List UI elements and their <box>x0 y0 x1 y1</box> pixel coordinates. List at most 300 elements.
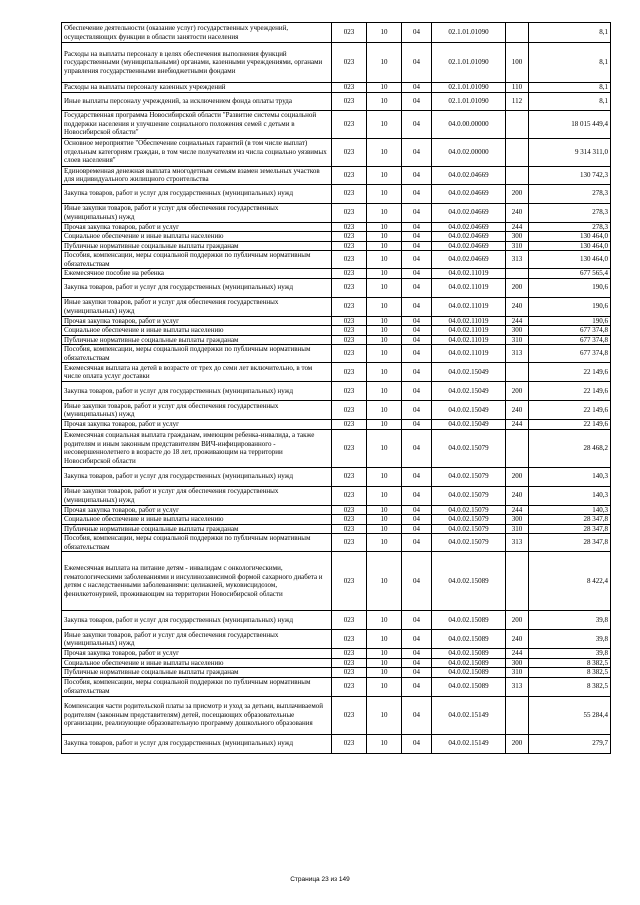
table-row <box>62 363 611 382</box>
row-name: Публичные нормативные социальные выплаты гражданам <box>62 524 332 534</box>
row-subsection-code: 04 <box>402 326 432 336</box>
row-subsection-code: 04 <box>402 23 432 43</box>
row-section-code: 10 <box>367 23 402 43</box>
row-subsection-code: 04 <box>402 696 432 734</box>
row-name: Социальное обеспечение и иные выплаты населению <box>62 326 332 336</box>
row-section-code: 10 <box>367 429 402 467</box>
row-grbs-code: 023 <box>332 534 367 552</box>
row-grbs-code: 023 <box>332 241 367 251</box>
row-name: Публичные нормативные социальные выплаты гражданам <box>62 668 332 678</box>
budget-table-body <box>62 23 611 754</box>
row-name: Иные закупки товаров, работ и услуг для обеспечения государственных (муниципальных) нужд <box>62 486 332 505</box>
row-expense-type-code: 110 <box>506 83 529 93</box>
row-name: Прочая закупка товаров, работ и услуг <box>62 649 332 659</box>
row-amount: 22 149,6 <box>529 401 611 420</box>
row-name: Прочая закупка товаров, работ и услуг <box>62 316 332 326</box>
row-section-code: 10 <box>367 649 402 659</box>
row-subsection-code: 04 <box>402 382 432 401</box>
row-subsection-code: 04 <box>402 297 432 316</box>
row-subsection-code: 04 <box>402 524 432 534</box>
row-grbs-code: 023 <box>332 696 367 734</box>
row-amount: 8 382,5 <box>529 677 611 696</box>
row-amount: 39,8 <box>529 649 611 659</box>
row-section-code: 10 <box>367 222 402 232</box>
table-row <box>62 166 611 184</box>
row-expense-type-code: 200 <box>506 734 529 753</box>
row-name: Закупка товаров, работ и услуг для государственных (муниципальных) нужд <box>62 611 332 630</box>
row-amount: 8 382,5 <box>529 658 611 668</box>
row-subsection-code: 04 <box>402 110 432 138</box>
row-section-code: 10 <box>367 534 402 552</box>
row-target-item-code: 04.0.02.15089 <box>432 677 506 696</box>
row-grbs-code: 023 <box>332 552 367 611</box>
row-subsection-code: 04 <box>402 203 432 222</box>
row-grbs-code: 023 <box>332 658 367 668</box>
row-target-item-code: 02.1.01.01090 <box>432 92 506 110</box>
row-expense-type-code: 300 <box>506 515 529 525</box>
row-amount: 190,6 <box>529 297 611 316</box>
row-section-code: 10 <box>367 203 402 222</box>
row-section-code: 10 <box>367 269 402 279</box>
row-expense-type-code: 310 <box>506 241 529 251</box>
row-grbs-code: 023 <box>332 278 367 297</box>
row-amount: 28 347,8 <box>529 524 611 534</box>
row-expense-type-code: 240 <box>506 486 529 505</box>
row-expense-type-code: 240 <box>506 401 529 420</box>
row-target-item-code: 04.0.00.00000 <box>432 110 506 138</box>
row-expense-type-code: 310 <box>506 668 529 678</box>
row-expense-type-code: 300 <box>506 658 529 668</box>
row-target-item-code: 04.0.02.15089 <box>432 668 506 678</box>
row-name: Закупка товаров, работ и услуг для государственных (муниципальных) нужд <box>62 734 332 753</box>
row-subsection-code: 04 <box>402 429 432 467</box>
row-target-item-code: 04.0.02.15089 <box>432 630 506 649</box>
row-name: Государственная программа Новосибирской области "Развитие системы социальной поддержки населения и улучшение социального положения семей с детьми в Новосибирской области" <box>62 110 332 138</box>
row-target-item-code: 04.0.02.04669 <box>432 203 506 222</box>
row-section-code: 10 <box>367 326 402 336</box>
row-grbs-code: 023 <box>332 420 367 430</box>
row-amount: 28 347,8 <box>529 534 611 552</box>
row-name: Компенсация части родительской платы за присмотр и уход за детьми, выплачиваемой родителям (законным представителям) детей, посещающих образовательные организации, реализующие образовательную программу дошкольного образования <box>62 696 332 734</box>
row-grbs-code: 023 <box>332 345 367 363</box>
table-row <box>62 382 611 401</box>
row-expense-type-code: 244 <box>506 505 529 515</box>
row-name: Иные закупки товаров, работ и услуг для обеспечения государственных (муниципальных) нужд <box>62 203 332 222</box>
row-section-code: 10 <box>367 166 402 184</box>
row-section-code: 10 <box>367 552 402 611</box>
row-subsection-code: 04 <box>402 552 432 611</box>
row-section-code: 10 <box>367 420 402 430</box>
row-target-item-code: 04.0.02.15089 <box>432 649 506 659</box>
row-grbs-code: 023 <box>332 335 367 345</box>
row-grbs-code: 023 <box>332 630 367 649</box>
row-amount: 28 347,8 <box>529 515 611 525</box>
row-subsection-code: 04 <box>402 534 432 552</box>
row-grbs-code: 023 <box>332 467 367 486</box>
table-row <box>62 630 611 649</box>
row-name: Иные закупки товаров, работ и услуг для обеспечения государственных (муниципальных) нужд <box>62 401 332 420</box>
row-grbs-code: 023 <box>332 203 367 222</box>
row-section-code: 10 <box>367 382 402 401</box>
row-name: Иные закупки товаров, работ и услуг для обеспечения государственных (муниципальных) нужд <box>62 297 332 316</box>
row-name: Ежемесячная социальная выплата гражданам, имеющим ребенка-инвалида, а также родителям и иным законным представителям ВИЧ-инфицированного - несовершеннолетнего в возрасте до 18 лет, проживающим на территории Новосибирской области <box>62 429 332 467</box>
row-expense-type-code: 300 <box>506 326 529 336</box>
row-amount: 8,1 <box>529 83 611 93</box>
row-expense-type-code: 200 <box>506 278 529 297</box>
row-name: Ежемесячная выплата на питание детям - инвалидам с онкологическими, гематологическими заболеваниями и инсулинозависимой формой сахарного диабета и детям с наследственными заболеваниями: целиакией, муковисцидозом, фенилкетонурией, проживающим на территории Новосибирской области <box>62 552 332 611</box>
row-grbs-code: 023 <box>332 677 367 696</box>
row-amount: 8 382,5 <box>529 668 611 678</box>
table-row <box>62 138 611 166</box>
row-grbs-code: 023 <box>332 297 367 316</box>
table-row <box>62 658 611 668</box>
row-name: Социальное обеспечение и иные выплаты населению <box>62 658 332 668</box>
row-subsection-code: 04 <box>402 363 432 382</box>
row-expense-type-code: 200 <box>506 184 529 203</box>
row-amount: 677 374,8 <box>529 335 611 345</box>
row-grbs-code: 023 <box>332 486 367 505</box>
row-expense-type-code: 244 <box>506 222 529 232</box>
row-section-code: 10 <box>367 278 402 297</box>
row-grbs-code: 023 <box>332 363 367 382</box>
table-row <box>62 552 611 611</box>
row-expense-type-code: 240 <box>506 203 529 222</box>
row-subsection-code: 04 <box>402 138 432 166</box>
row-section-code: 10 <box>367 467 402 486</box>
row-amount: 8,1 <box>529 92 611 110</box>
row-target-item-code: 04.0.02.11019 <box>432 297 506 316</box>
row-grbs-code: 023 <box>332 649 367 659</box>
row-amount: 8,1 <box>529 43 611 83</box>
row-expense-type-code: 200 <box>506 382 529 401</box>
row-amount: 190,6 <box>529 278 611 297</box>
row-subsection-code: 04 <box>402 335 432 345</box>
row-grbs-code: 023 <box>332 269 367 279</box>
row-grbs-code: 023 <box>332 401 367 420</box>
row-grbs-code: 023 <box>332 326 367 336</box>
row-subsection-code: 04 <box>402 316 432 326</box>
row-expense-type-code <box>506 23 529 43</box>
row-subsection-code: 04 <box>402 505 432 515</box>
row-target-item-code: 04.0.02.15089 <box>432 611 506 630</box>
row-expense-type-code: 313 <box>506 534 529 552</box>
row-target-item-code: 04.0.02.04669 <box>432 251 506 269</box>
row-section-code: 10 <box>367 184 402 203</box>
row-name: Ежемесячная выплата на детей в возрасте от трех до семи лет включительно, в том числе оплата услуг доставки <box>62 363 332 382</box>
row-target-item-code: 04.0.02.15149 <box>432 734 506 753</box>
table-row <box>62 92 611 110</box>
row-section-code: 10 <box>367 734 402 753</box>
row-subsection-code: 04 <box>402 677 432 696</box>
table-row <box>62 83 611 93</box>
row-name: Закупка товаров, работ и услуг для государственных (муниципальных) нужд <box>62 278 332 297</box>
row-expense-type-code <box>506 110 529 138</box>
row-section-code: 10 <box>367 232 402 242</box>
row-section-code: 10 <box>367 297 402 316</box>
row-grbs-code: 023 <box>332 232 367 242</box>
row-expense-type-code: 313 <box>506 345 529 363</box>
row-name: Социальное обеспечение и иные выплаты населению <box>62 515 332 525</box>
row-target-item-code: 04.0.02.04669 <box>432 232 506 242</box>
row-amount: 278,3 <box>529 222 611 232</box>
row-amount: 130 464,0 <box>529 232 611 242</box>
row-target-item-code: 04.0.02.15079 <box>432 515 506 525</box>
row-target-item-code: 04.0.02.04669 <box>432 222 506 232</box>
row-grbs-code: 023 <box>332 668 367 678</box>
row-amount: 130 464,0 <box>529 241 611 251</box>
row-section-code: 10 <box>367 505 402 515</box>
table-row <box>62 184 611 203</box>
row-expense-type-code: 240 <box>506 297 529 316</box>
row-name: Расходы на выплаты персоналу в целях обеспечения выполнения функций государственными (муниципальными) органами, казенными учреждениями, органами управления государственными внебюджетными фондами <box>62 43 332 83</box>
row-name: Ежемесячное пособие на ребенка <box>62 269 332 279</box>
row-expense-type-code: 112 <box>506 92 529 110</box>
row-amount: 130 742,3 <box>529 166 611 184</box>
row-name: Пособия, компенсации, меры социальной поддержки по публичным нормативным обязательствам <box>62 677 332 696</box>
row-target-item-code: 04.0.02.11019 <box>432 269 506 279</box>
row-grbs-code: 023 <box>332 83 367 93</box>
row-subsection-code: 04 <box>402 668 432 678</box>
row-name: Прочая закупка товаров, работ и услуг <box>62 505 332 515</box>
row-subsection-code: 04 <box>402 658 432 668</box>
row-subsection-code: 04 <box>402 166 432 184</box>
row-target-item-code: 04.0.02.00000 <box>432 138 506 166</box>
row-amount: 55 284,4 <box>529 696 611 734</box>
table-row <box>62 486 611 505</box>
row-amount: 130 464,0 <box>529 251 611 269</box>
row-amount: 278,3 <box>529 203 611 222</box>
row-expense-type-code <box>506 166 529 184</box>
row-subsection-code: 04 <box>402 611 432 630</box>
row-amount: 677 374,8 <box>529 326 611 336</box>
row-section-code: 10 <box>367 677 402 696</box>
row-target-item-code: 04.0.02.15079 <box>432 429 506 467</box>
row-subsection-code: 04 <box>402 92 432 110</box>
row-grbs-code: 023 <box>332 110 367 138</box>
row-target-item-code: 04.0.02.15079 <box>432 486 506 505</box>
row-expense-type-code: 240 <box>506 630 529 649</box>
table-row <box>62 534 611 552</box>
row-subsection-code: 04 <box>402 222 432 232</box>
row-section-code: 10 <box>367 43 402 83</box>
row-section-code: 10 <box>367 345 402 363</box>
row-name: Иные выплаты персоналу учреждений, за исключением фонда оплаты труда <box>62 92 332 110</box>
row-grbs-code: 023 <box>332 429 367 467</box>
row-name: Пособия, компенсации, меры социальной поддержки по публичным нормативным обязательствам <box>62 534 332 552</box>
row-subsection-code: 04 <box>402 420 432 430</box>
row-subsection-code: 04 <box>402 184 432 203</box>
row-section-code: 10 <box>367 83 402 93</box>
row-target-item-code: 04.0.02.11019 <box>432 316 506 326</box>
table-row <box>62 734 611 753</box>
row-name: Публичные нормативные социальные выплаты гражданам <box>62 241 332 251</box>
row-section-code: 10 <box>367 611 402 630</box>
row-section-code: 10 <box>367 241 402 251</box>
row-amount: 39,8 <box>529 630 611 649</box>
row-section-code: 10 <box>367 316 402 326</box>
row-grbs-code: 023 <box>332 251 367 269</box>
row-name: Пособия, компенсации, меры социальной поддержки по публичным нормативным обязательствам <box>62 251 332 269</box>
row-expense-type-code <box>506 269 529 279</box>
row-amount: 190,6 <box>529 316 611 326</box>
row-section-code: 10 <box>367 335 402 345</box>
row-grbs-code: 023 <box>332 316 367 326</box>
row-expense-type-code: 310 <box>506 524 529 534</box>
row-expense-type-code <box>506 552 529 611</box>
row-grbs-code: 023 <box>332 382 367 401</box>
row-target-item-code: 04.0.02.15079 <box>432 534 506 552</box>
row-target-item-code: 04.0.02.11019 <box>432 335 506 345</box>
row-grbs-code: 023 <box>332 184 367 203</box>
row-grbs-code: 023 <box>332 505 367 515</box>
row-section-code: 10 <box>367 138 402 166</box>
row-amount: 278,3 <box>529 184 611 203</box>
row-target-item-code: 04.0.02.15049 <box>432 363 506 382</box>
row-amount: 18 015 449,4 <box>529 110 611 138</box>
row-subsection-code: 04 <box>402 278 432 297</box>
row-subsection-code: 04 <box>402 83 432 93</box>
row-subsection-code: 04 <box>402 345 432 363</box>
row-amount: 9 314 311,0 <box>529 138 611 166</box>
row-expense-type-code <box>506 429 529 467</box>
row-section-code: 10 <box>367 524 402 534</box>
table-row <box>62 505 611 515</box>
row-section-code: 10 <box>367 92 402 110</box>
row-name: Публичные нормативные социальные выплаты гражданам <box>62 335 332 345</box>
table-row <box>62 203 611 222</box>
row-subsection-code: 04 <box>402 467 432 486</box>
table-row <box>62 297 611 316</box>
row-section-code: 10 <box>367 515 402 525</box>
row-amount: 22 149,6 <box>529 363 611 382</box>
table-row <box>62 420 611 430</box>
row-target-item-code: 04.0.02.15079 <box>432 505 506 515</box>
row-name: Обеспечение деятельности (оказание услуг) государственных учреждений, осуществляющих функции в области занятости населения <box>62 23 332 43</box>
row-target-item-code: 04.0.02.04669 <box>432 184 506 203</box>
row-subsection-code: 04 <box>402 43 432 83</box>
row-subsection-code: 04 <box>402 269 432 279</box>
table-row <box>62 677 611 696</box>
row-target-item-code: 02.1.01.01090 <box>432 43 506 83</box>
row-grbs-code: 023 <box>332 611 367 630</box>
row-amount: 140,3 <box>529 505 611 515</box>
budget-table <box>61 22 611 754</box>
row-expense-type-code: 200 <box>506 611 529 630</box>
row-grbs-code: 023 <box>332 138 367 166</box>
row-target-item-code: 02.1.01.01090 <box>432 83 506 93</box>
table-row <box>62 429 611 467</box>
row-target-item-code: 04.0.02.11019 <box>432 345 506 363</box>
table-row <box>62 515 611 525</box>
row-grbs-code: 023 <box>332 734 367 753</box>
row-amount: 140,3 <box>529 467 611 486</box>
row-name: Пособия, компенсации, меры социальной поддержки по публичным нормативным обязательствам <box>62 345 332 363</box>
row-amount: 677 374,8 <box>529 345 611 363</box>
row-amount: 677 565,4 <box>529 269 611 279</box>
row-target-item-code: 04.0.02.11019 <box>432 326 506 336</box>
row-target-item-code: 04.0.02.04669 <box>432 241 506 251</box>
row-subsection-code: 04 <box>402 241 432 251</box>
row-grbs-code: 023 <box>332 515 367 525</box>
row-expense-type-code: 100 <box>506 43 529 83</box>
table-row <box>62 335 611 345</box>
row-section-code: 10 <box>367 251 402 269</box>
row-target-item-code: 04.0.02.15049 <box>432 420 506 430</box>
row-name: Прочая закупка товаров, работ и услуг <box>62 222 332 232</box>
table-row <box>62 326 611 336</box>
row-grbs-code: 023 <box>332 92 367 110</box>
row-grbs-code: 023 <box>332 23 367 43</box>
row-amount: 8 422,4 <box>529 552 611 611</box>
row-expense-type-code: 244 <box>506 420 529 430</box>
row-target-item-code: 04.0.02.15079 <box>432 524 506 534</box>
table-row <box>62 345 611 363</box>
row-grbs-code: 023 <box>332 222 367 232</box>
row-name: Социальное обеспечение и иные выплаты населению <box>62 232 332 242</box>
row-subsection-code: 04 <box>402 734 432 753</box>
row-section-code: 10 <box>367 110 402 138</box>
row-section-code: 10 <box>367 630 402 649</box>
row-subsection-code: 04 <box>402 401 432 420</box>
row-expense-type-code <box>506 696 529 734</box>
row-name: Прочая закупка товаров, работ и услуг <box>62 420 332 430</box>
row-amount: 279,7 <box>529 734 611 753</box>
row-target-item-code: 04.0.02.15049 <box>432 382 506 401</box>
table-row <box>62 611 611 630</box>
row-section-code: 10 <box>367 668 402 678</box>
row-amount: 140,3 <box>529 486 611 505</box>
table-row <box>62 232 611 242</box>
row-expense-type-code: 313 <box>506 677 529 696</box>
row-amount: 39,8 <box>529 611 611 630</box>
row-target-item-code: 04.0.02.04669 <box>432 166 506 184</box>
table-row <box>62 401 611 420</box>
row-section-code: 10 <box>367 363 402 382</box>
row-section-code: 10 <box>367 696 402 734</box>
table-row <box>62 649 611 659</box>
row-expense-type-code <box>506 363 529 382</box>
table-row <box>62 23 611 43</box>
row-name: Иные закупки товаров, работ и услуг для обеспечения государственных (муниципальных) нужд <box>62 630 332 649</box>
page-footer: Страница 23 из 149 <box>290 876 350 883</box>
table-row <box>62 668 611 678</box>
row-name: Единовременная денежная выплата многодетным семьям взамен земельных участков для индивидуального жилищного строительства <box>62 166 332 184</box>
row-expense-type-code: 310 <box>506 335 529 345</box>
row-section-code: 10 <box>367 658 402 668</box>
row-target-item-code: 02.1.01.01090 <box>432 23 506 43</box>
table-row <box>62 278 611 297</box>
row-amount: 8,1 <box>529 23 611 43</box>
row-expense-type-code: 200 <box>506 467 529 486</box>
row-amount: 28 468,2 <box>529 429 611 467</box>
row-name: Закупка товаров, работ и услуг для государственных (муниципальных) нужд <box>62 184 332 203</box>
table-row <box>62 316 611 326</box>
row-target-item-code: 04.0.02.11019 <box>432 278 506 297</box>
row-subsection-code: 04 <box>402 486 432 505</box>
row-expense-type-code: 244 <box>506 649 529 659</box>
row-name: Закупка товаров, работ и услуг для государственных (муниципальных) нужд <box>62 467 332 486</box>
row-target-item-code: 04.0.02.15079 <box>432 467 506 486</box>
row-subsection-code: 04 <box>402 232 432 242</box>
row-target-item-code: 04.0.02.15089 <box>432 658 506 668</box>
table-row <box>62 222 611 232</box>
row-expense-type-code <box>506 138 529 166</box>
row-subsection-code: 04 <box>402 649 432 659</box>
table-row <box>62 467 611 486</box>
row-target-item-code: 04.0.02.15089 <box>432 552 506 611</box>
table-row <box>62 524 611 534</box>
row-name: Закупка товаров, работ и услуг для государственных (муниципальных) нужд <box>62 382 332 401</box>
